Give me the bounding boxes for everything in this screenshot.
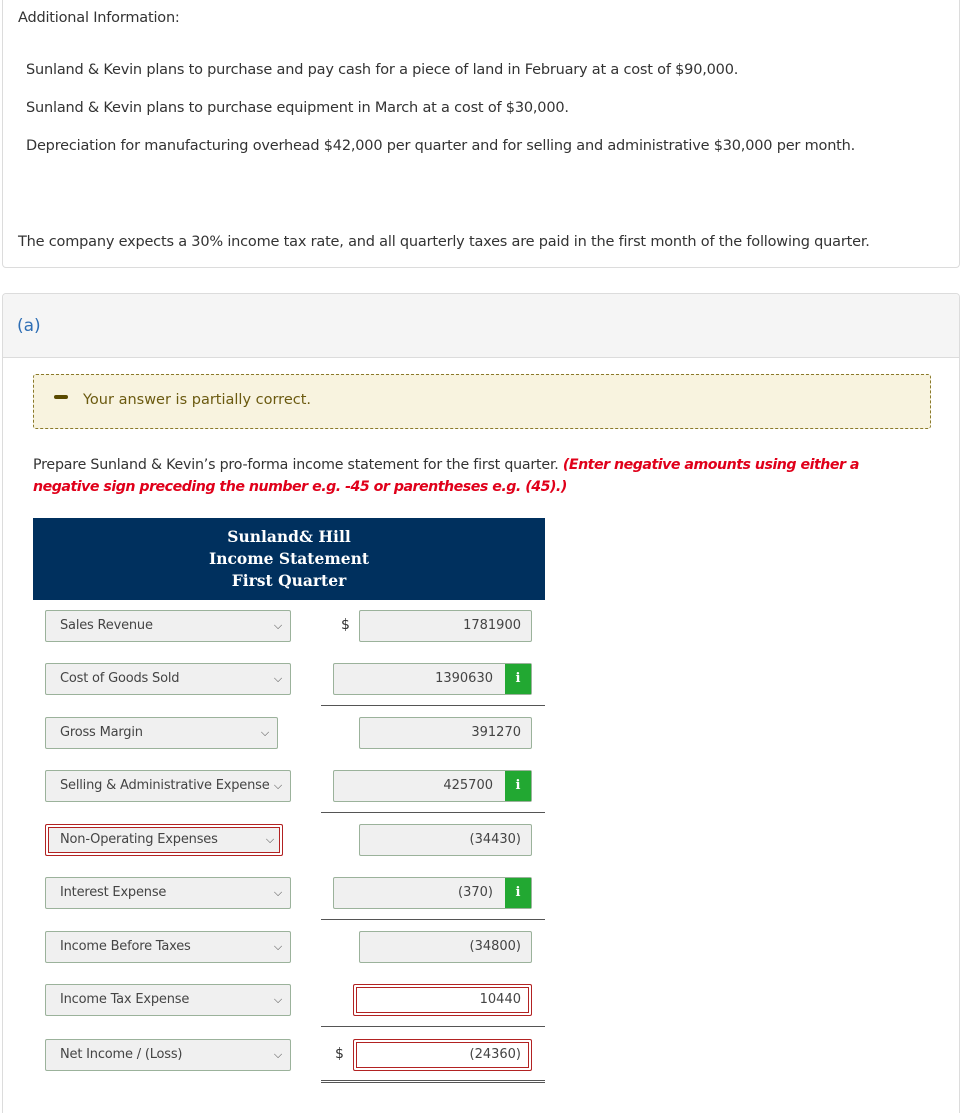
row-label-select-selling-admin[interactable] xyxy=(45,770,291,802)
info-line-land: Sunland & Kevin plans to purchase and pay cash for a piece of land in February at a cost of $90,000. xyxy=(26,62,739,78)
value-input-selling-admin[interactable] xyxy=(333,770,532,802)
feedback-partially-correct xyxy=(33,374,931,429)
part-a-card xyxy=(2,293,960,1113)
dollar-sign: $ xyxy=(341,617,350,633)
chevron-down-icon: ⌵ xyxy=(265,833,274,846)
row-label-select-sales-revenue[interactable] xyxy=(45,610,291,642)
chevron-down-icon: ⌵ xyxy=(273,779,282,792)
chevron-down-icon: ⌵ xyxy=(273,886,282,899)
select-value: Income Before Taxes xyxy=(60,939,191,954)
value-input-cogs[interactable] xyxy=(333,663,532,695)
value-input-sales-revenue[interactable]: 1781900 xyxy=(359,610,532,642)
chevron-down-icon: ⌵ xyxy=(260,726,269,739)
chevron-down-icon: ⌵ xyxy=(273,1048,282,1061)
part-a-header xyxy=(3,294,959,358)
chevron-down-icon: ⌵ xyxy=(273,619,282,632)
input-value: 1390630 xyxy=(435,671,493,686)
row-label-select-interest[interactable] xyxy=(45,877,291,909)
info-icon[interactable]: i xyxy=(505,878,531,908)
value-input-income-before-taxes[interactable]: (34800) xyxy=(359,931,532,963)
input-value: 425700 xyxy=(443,778,493,793)
subtotal-line xyxy=(321,919,545,920)
chevron-down-icon: ⌵ xyxy=(273,672,282,685)
value-input-income-tax[interactable]: 10440 xyxy=(353,984,532,1016)
select-value: Selling & Administrative Expense xyxy=(60,778,270,793)
feedback-message: Your answer is partially correct. xyxy=(83,392,312,408)
info-icon[interactable]: i xyxy=(505,664,531,694)
subtotal-line xyxy=(321,812,545,813)
value-input-net-income[interactable]: (24360) xyxy=(353,1039,532,1071)
info-tax-note: The company expects a 30% income tax rate, and all quarterly taxes are paid in the first month of the following quarter. xyxy=(18,234,870,250)
instruction-text xyxy=(33,454,913,498)
row-label-select-income-before-taxes[interactable] xyxy=(45,931,291,963)
minus-icon xyxy=(54,395,68,399)
select-value: Interest Expense xyxy=(60,885,167,900)
info-line-depreciation: Depreciation for manufacturing overhead $42,000 per quarter and for selling and administrative $30,000 per month. xyxy=(26,138,856,154)
row-label-select-net-income[interactable] xyxy=(45,1039,291,1071)
instruction-main: Prepare Sunland & Kevin’s pro-forma income statement for the first quarter. xyxy=(33,457,559,473)
row-label-select-non-operating[interactable] xyxy=(45,824,283,856)
dollar-sign: $ xyxy=(335,1046,344,1062)
additional-info-card xyxy=(2,0,960,268)
select-value: Net Income / (Loss) xyxy=(60,1047,183,1062)
part-label: (a) xyxy=(17,316,41,336)
select-value: Income Tax Expense xyxy=(60,992,190,1007)
subtotal-line xyxy=(321,705,545,706)
company-name: Sunland& Hill xyxy=(227,527,351,546)
select-value: Sales Revenue xyxy=(60,618,153,633)
value-input-gross-margin[interactable]: 391270 xyxy=(359,717,532,749)
subtotal-line xyxy=(321,1026,545,1027)
value-input-non-operating[interactable]: (34430) xyxy=(359,824,532,856)
select-value: Gross Margin xyxy=(60,725,143,740)
statement-period: First Quarter xyxy=(231,571,347,590)
row-label-select-income-tax[interactable] xyxy=(45,984,291,1016)
select-value: Non-Operating Expenses xyxy=(60,832,218,847)
row-label-select-gross-margin[interactable] xyxy=(45,717,278,749)
row-label-select-cogs[interactable] xyxy=(45,663,291,695)
statement-title: Income Statement xyxy=(208,549,370,568)
info-line-equipment: Sunland & Kevin plans to purchase equipment in March at a cost of $30,000. xyxy=(26,100,569,116)
chevron-down-icon: ⌵ xyxy=(273,993,282,1006)
statement-header xyxy=(33,518,545,600)
value-input-interest[interactable] xyxy=(333,877,532,909)
input-value: (370) xyxy=(458,885,493,900)
chevron-down-icon: ⌵ xyxy=(273,940,282,953)
instruction-red: (Enter negative amounts using either a negative sign preceding the number e.g. -45 or parentheses e.g. (45).) xyxy=(33,457,860,495)
select-value: Cost of Goods Sold xyxy=(60,671,180,686)
total-double-line xyxy=(321,1080,545,1083)
additional-info-heading: Additional Information: xyxy=(18,10,180,26)
info-icon[interactable]: i xyxy=(505,771,531,801)
